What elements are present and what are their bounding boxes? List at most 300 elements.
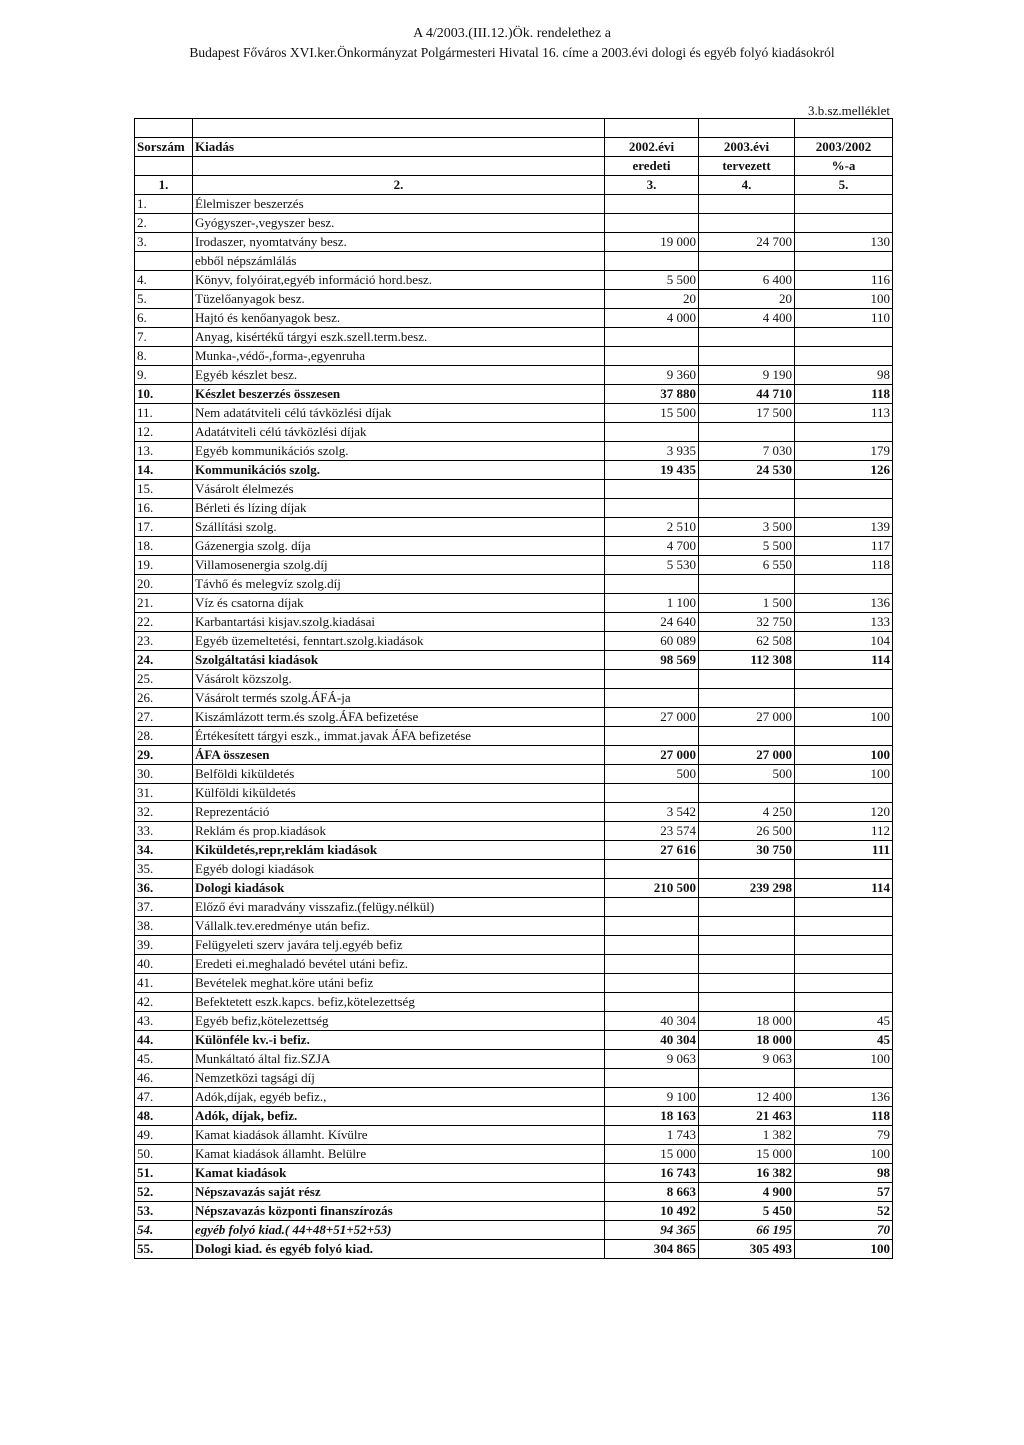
row-value-2003: 27 000	[699, 746, 795, 765]
row-value-2002	[605, 860, 699, 879]
row-label: Készlet beszerzés összesen	[193, 385, 605, 404]
row-number: 6.	[135, 309, 193, 328]
row-value-2003: 26 500	[699, 822, 795, 841]
row-percent	[795, 480, 893, 499]
row-value-2003: 20	[699, 290, 795, 309]
row-percent: 118	[795, 1107, 893, 1126]
row-value-2002: 98 569	[605, 651, 699, 670]
row-value-2003: 9 063	[699, 1050, 795, 1069]
table-row	[135, 1050, 893, 1069]
row-label: Adatátviteli célú távközlési díjak	[193, 423, 605, 442]
row-percent	[795, 955, 893, 974]
row-percent: 98	[795, 366, 893, 385]
row-label: Egyéb befiz,kötelezettség	[193, 1012, 605, 1031]
row-number: 29.	[135, 746, 193, 765]
table-row	[135, 366, 893, 385]
row-value-2002: 304 865	[605, 1240, 699, 1259]
row-value-2003	[699, 784, 795, 803]
row-value-2003	[699, 214, 795, 233]
row-value-2002	[605, 727, 699, 746]
header-eredeti: eredeti	[605, 157, 699, 176]
row-value-2002: 5 500	[605, 271, 699, 290]
row-number: 44.	[135, 1031, 193, 1050]
row-value-2002	[605, 575, 699, 594]
colnum-2: 2.	[193, 176, 605, 195]
table-header-row2	[135, 157, 893, 176]
row-value-2003	[699, 936, 795, 955]
row-label: Eredeti ei.meghaladó bevétel utáni befiz.	[193, 955, 605, 974]
row-value-2003: 7 030	[699, 442, 795, 461]
table-row	[135, 1012, 893, 1031]
row-percent: 179	[795, 442, 893, 461]
row-percent: 118	[795, 385, 893, 404]
row-value-2002: 9 360	[605, 366, 699, 385]
row-value-2003: 1 500	[699, 594, 795, 613]
row-label: Kamat kiadások államht. Kívülre	[193, 1126, 605, 1145]
row-value-2002	[605, 974, 699, 993]
row-label: Népszavazás saját rész	[193, 1183, 605, 1202]
row-number: 5.	[135, 290, 193, 309]
row-value-2002	[605, 784, 699, 803]
row-label: Reprezentáció	[193, 803, 605, 822]
header-pct: 2003/2002	[795, 138, 893, 157]
row-number: 9.	[135, 366, 193, 385]
table-row	[135, 936, 893, 955]
table-header-row	[135, 138, 893, 157]
table-row	[135, 898, 893, 917]
row-number: 8.	[135, 347, 193, 366]
row-label: Távhő és melegvíz szolg.díj	[193, 575, 605, 594]
row-percent: 100	[795, 290, 893, 309]
table-row	[135, 670, 893, 689]
row-value-2003: 17 500	[699, 404, 795, 423]
row-number: 31.	[135, 784, 193, 803]
row-label: Adók,díjak, egyéb befiz.,	[193, 1088, 605, 1107]
row-number: 21.	[135, 594, 193, 613]
row-value-2002	[605, 689, 699, 708]
row-label: Népszavazás központi finanszírozás	[193, 1202, 605, 1221]
row-value-2003: 24 530	[699, 461, 795, 480]
table-row	[135, 727, 893, 746]
row-percent: 98	[795, 1164, 893, 1183]
row-label: Előző évi maradvány visszafiz.(felügy.nélkül)	[193, 898, 605, 917]
colnum-4: 4.	[699, 176, 795, 195]
row-label: Karbantartási kisjav.szolg.kiadásai	[193, 613, 605, 632]
table-row	[135, 499, 893, 518]
row-value-2002: 16 743	[605, 1164, 699, 1183]
row-value-2002: 19 000	[605, 233, 699, 252]
expense-table	[134, 118, 893, 1259]
row-number: 41.	[135, 974, 193, 993]
row-number: 15.	[135, 480, 193, 499]
row-value-2002: 94 365	[605, 1221, 699, 1240]
table-row	[135, 1088, 893, 1107]
row-value-2002: 2 510	[605, 518, 699, 537]
column-number-row	[135, 176, 893, 195]
row-label: Víz és csatorna díjak	[193, 594, 605, 613]
row-value-2003: 15 000	[699, 1145, 795, 1164]
row-value-2002: 40 304	[605, 1012, 699, 1031]
row-value-2003	[699, 347, 795, 366]
row-number: 24.	[135, 651, 193, 670]
row-percent	[795, 727, 893, 746]
row-number: 46.	[135, 1069, 193, 1088]
table-row	[135, 955, 893, 974]
row-number: 7.	[135, 328, 193, 347]
row-value-2003: 1 382	[699, 1126, 795, 1145]
row-number: 42.	[135, 993, 193, 1012]
row-percent: 114	[795, 651, 893, 670]
row-value-2003	[699, 955, 795, 974]
row-label: Élelmiszer beszerzés	[193, 195, 605, 214]
row-percent: 79	[795, 1126, 893, 1145]
row-number: 28.	[135, 727, 193, 746]
row-label: Nem adatátviteli célú távközlési díjak	[193, 404, 605, 423]
row-label: Különféle kv.-i befiz.	[193, 1031, 605, 1050]
table-row	[135, 746, 893, 765]
row-percent	[795, 936, 893, 955]
table-row	[135, 290, 893, 309]
table-row	[135, 347, 893, 366]
row-value-2003: 112 308	[699, 651, 795, 670]
annex-label: 3.b.sz.melléklet	[808, 103, 890, 118]
row-label: Befektetett eszk.kapcs. befiz,kötelezettség	[193, 993, 605, 1012]
row-label: Kiküldetés,repr,reklám kiadások	[193, 841, 605, 860]
table-row	[135, 708, 893, 727]
row-number: 55.	[135, 1240, 193, 1259]
row-value-2003: 24 700	[699, 233, 795, 252]
row-label: Vásárolt közszolg.	[193, 670, 605, 689]
row-percent: 100	[795, 765, 893, 784]
row-value-2003	[699, 670, 795, 689]
table-row	[135, 765, 893, 784]
row-value-2002: 40 304	[605, 1031, 699, 1050]
table-row	[135, 309, 893, 328]
row-number: 3.	[135, 233, 193, 252]
row-value-2002: 27 000	[605, 708, 699, 727]
row-value-2002: 18 163	[605, 1107, 699, 1126]
row-value-2002: 3 935	[605, 442, 699, 461]
row-value-2003: 21 463	[699, 1107, 795, 1126]
row-value-2003: 18 000	[699, 1031, 795, 1050]
row-value-2002	[605, 993, 699, 1012]
row-percent	[795, 252, 893, 271]
row-value-2002: 27 000	[605, 746, 699, 765]
row-percent	[795, 670, 893, 689]
row-label: Vásárolt élelmezés	[193, 480, 605, 499]
row-label: Anyag, kisértékű tárgyi eszk.szell.term.besz.	[193, 328, 605, 347]
row-percent: 45	[795, 1012, 893, 1031]
table-row	[135, 423, 893, 442]
row-value-2003: 239 298	[699, 879, 795, 898]
row-number: 47.	[135, 1088, 193, 1107]
table-row	[135, 594, 893, 613]
row-value-2002	[605, 898, 699, 917]
row-value-2003	[699, 898, 795, 917]
row-label: Vállalk.tev.eredménye után befiz.	[193, 917, 605, 936]
row-number: 14.	[135, 461, 193, 480]
row-value-2002: 4 700	[605, 537, 699, 556]
row-number	[135, 252, 193, 271]
table-header-spacer	[135, 119, 893, 138]
row-label: Gázenergia szolg. díja	[193, 537, 605, 556]
row-label: Belföldi kiküldetés	[193, 765, 605, 784]
row-number: 50.	[135, 1145, 193, 1164]
header-pct-sub: %-a	[795, 157, 893, 176]
row-number: 16.	[135, 499, 193, 518]
row-label: Nemzetközi tagsági díj	[193, 1069, 605, 1088]
row-number: 53.	[135, 1202, 193, 1221]
row-value-2003: 4 400	[699, 309, 795, 328]
table-row	[135, 575, 893, 594]
header-2002: 2002.évi	[605, 138, 699, 157]
row-number: 36.	[135, 879, 193, 898]
row-label: Kamat kiadások	[193, 1164, 605, 1183]
header-2003: 2003.évi	[699, 138, 795, 157]
row-value-2002: 60 089	[605, 632, 699, 651]
row-label: Egyéb kommunikációs szolg.	[193, 442, 605, 461]
table-row	[135, 689, 893, 708]
row-value-2003	[699, 252, 795, 271]
row-value-2002: 15 500	[605, 404, 699, 423]
row-number: 45.	[135, 1050, 193, 1069]
row-percent: 52	[795, 1202, 893, 1221]
row-number: 39.	[135, 936, 193, 955]
row-label: Szolgáltatási kiadások	[193, 651, 605, 670]
row-value-2003: 305 493	[699, 1240, 795, 1259]
row-value-2002	[605, 214, 699, 233]
row-percent	[795, 575, 893, 594]
row-value-2002	[605, 955, 699, 974]
row-value-2002	[605, 423, 699, 442]
row-value-2002	[605, 195, 699, 214]
row-percent: 114	[795, 879, 893, 898]
table-row	[135, 822, 893, 841]
table-row	[135, 1145, 893, 1164]
table-row	[135, 632, 893, 651]
row-label: Szállítási szolg.	[193, 518, 605, 537]
row-label: Munka-,védő-,forma-,egyenruha	[193, 347, 605, 366]
table-row	[135, 1240, 893, 1259]
row-percent	[795, 347, 893, 366]
row-value-2003: 6 550	[699, 556, 795, 575]
row-value-2002: 20	[605, 290, 699, 309]
row-label: Munkáltató által fiz.SZJA	[193, 1050, 605, 1069]
row-label: Értékesített tárgyi eszk., immat.javak ÁFA befizetése	[193, 727, 605, 746]
row-number: 52.	[135, 1183, 193, 1202]
row-number: 25.	[135, 670, 193, 689]
row-percent: 133	[795, 613, 893, 632]
row-number: 11.	[135, 404, 193, 423]
colnum-3: 3.	[605, 176, 699, 195]
table-row	[135, 1031, 893, 1050]
table-row	[135, 1202, 893, 1221]
row-percent: 100	[795, 708, 893, 727]
row-value-2003: 6 400	[699, 271, 795, 290]
row-label: Bérleti és lízing díjak	[193, 499, 605, 518]
row-percent: 117	[795, 537, 893, 556]
row-value-2002: 8 663	[605, 1183, 699, 1202]
row-percent: 70	[795, 1221, 893, 1240]
row-number: 23.	[135, 632, 193, 651]
row-number: 22.	[135, 613, 193, 632]
row-percent	[795, 195, 893, 214]
row-percent: 120	[795, 803, 893, 822]
table-row	[135, 195, 893, 214]
row-number: 18.	[135, 537, 193, 556]
row-percent	[795, 917, 893, 936]
row-number: 37.	[135, 898, 193, 917]
row-label: Hajtó és kenőanyagok besz.	[193, 309, 605, 328]
row-value-2002	[605, 499, 699, 518]
row-label: Reklám és prop.kiadások	[193, 822, 605, 841]
row-value-2002	[605, 1069, 699, 1088]
row-value-2003	[699, 727, 795, 746]
table-row	[135, 328, 893, 347]
table-row	[135, 556, 893, 575]
row-value-2003: 4 250	[699, 803, 795, 822]
row-value-2002	[605, 917, 699, 936]
table-row	[135, 518, 893, 537]
table-row	[135, 974, 893, 993]
row-value-2003: 32 750	[699, 613, 795, 632]
document-title-line1: A 4/2003.(III.12.)Ök. rendelethez a	[413, 26, 611, 41]
row-label: ÁFA összesen	[193, 746, 605, 765]
table-row	[135, 1107, 893, 1126]
row-percent: 100	[795, 1145, 893, 1164]
row-value-2002	[605, 936, 699, 955]
table-row	[135, 784, 893, 803]
row-value-2003: 9 190	[699, 366, 795, 385]
row-value-2002: 19 435	[605, 461, 699, 480]
row-number: 48.	[135, 1107, 193, 1126]
row-number: 17.	[135, 518, 193, 537]
row-label: Dologi kiad. és egyéb folyó kiad.	[193, 1240, 605, 1259]
row-value-2003: 66 195	[699, 1221, 795, 1240]
row-percent	[795, 423, 893, 442]
row-value-2002: 1 100	[605, 594, 699, 613]
row-number: 2.	[135, 214, 193, 233]
header-sorszam: Sorszám	[135, 138, 193, 157]
row-label: Dologi kiadások	[193, 879, 605, 898]
row-label: Bevételek meghat.köre utáni befiz	[193, 974, 605, 993]
row-percent: 126	[795, 461, 893, 480]
row-value-2003	[699, 974, 795, 993]
row-value-2002: 24 640	[605, 613, 699, 632]
table-row	[135, 1069, 893, 1088]
row-value-2003: 44 710	[699, 385, 795, 404]
row-value-2003	[699, 499, 795, 518]
row-percent: 118	[795, 556, 893, 575]
row-percent: 130	[795, 233, 893, 252]
table-row	[135, 461, 893, 480]
row-number: 27.	[135, 708, 193, 727]
colnum-1: 1.	[135, 176, 193, 195]
table-row	[135, 233, 893, 252]
row-number: 1.	[135, 195, 193, 214]
row-value-2003	[699, 993, 795, 1012]
row-percent: 136	[795, 1088, 893, 1107]
row-number: 40.	[135, 955, 193, 974]
row-percent	[795, 499, 893, 518]
row-percent	[795, 689, 893, 708]
row-value-2003: 3 500	[699, 518, 795, 537]
row-number: 10.	[135, 385, 193, 404]
row-percent	[795, 214, 893, 233]
row-value-2003: 18 000	[699, 1012, 795, 1031]
table-row	[135, 651, 893, 670]
row-percent	[795, 784, 893, 803]
row-label: Irodaszer, nyomtatvány besz.	[193, 233, 605, 252]
row-label: Villamosenergia szolg.díj	[193, 556, 605, 575]
row-value-2002: 9 100	[605, 1088, 699, 1107]
row-value-2002: 10 492	[605, 1202, 699, 1221]
row-value-2003	[699, 1069, 795, 1088]
row-label: Adók, díjak, befiz.	[193, 1107, 605, 1126]
table-row	[135, 252, 893, 271]
row-value-2002	[605, 347, 699, 366]
row-value-2002: 23 574	[605, 822, 699, 841]
row-value-2003	[699, 917, 795, 936]
row-label: Külföldi kiküldetés	[193, 784, 605, 803]
row-label: Kiszámlázott term.és szolg.ÁFA befizetése	[193, 708, 605, 727]
row-value-2002	[605, 670, 699, 689]
row-number: 12.	[135, 423, 193, 442]
table-row	[135, 480, 893, 499]
row-value-2002: 4 000	[605, 309, 699, 328]
row-label: Egyéb dologi kiadások	[193, 860, 605, 879]
row-value-2002: 9 063	[605, 1050, 699, 1069]
row-value-2003	[699, 480, 795, 499]
row-percent	[795, 898, 893, 917]
row-value-2003	[699, 195, 795, 214]
row-number: 54.	[135, 1221, 193, 1240]
row-percent	[795, 993, 893, 1012]
row-percent: 111	[795, 841, 893, 860]
row-value-2003: 27 000	[699, 708, 795, 727]
header-tervezett: tervezett	[699, 157, 795, 176]
row-value-2002: 5 530	[605, 556, 699, 575]
colnum-5: 5.	[795, 176, 893, 195]
row-value-2003: 5 500	[699, 537, 795, 556]
row-percent: 110	[795, 309, 893, 328]
row-value-2003	[699, 328, 795, 347]
row-label: ebből népszámlálás	[193, 252, 605, 271]
table-row	[135, 214, 893, 233]
row-value-2003	[699, 689, 795, 708]
row-number: 19.	[135, 556, 193, 575]
row-percent: 57	[795, 1183, 893, 1202]
table-row	[135, 993, 893, 1012]
row-percent: 136	[795, 594, 893, 613]
document-title-line2: Budapest Főváros XVI.ker.Önkormányzat Polgármesteri Hivatal 16. címe a 2003.évi dologi és egyéb folyó kiadásokról	[189, 45, 835, 60]
row-value-2002: 15 000	[605, 1145, 699, 1164]
row-number: 51.	[135, 1164, 193, 1183]
row-value-2002: 500	[605, 765, 699, 784]
row-number: 49.	[135, 1126, 193, 1145]
row-label: Tüzelőanyagok besz.	[193, 290, 605, 309]
table-row	[135, 917, 893, 936]
row-percent: 104	[795, 632, 893, 651]
row-value-2002: 27 616	[605, 841, 699, 860]
row-value-2003: 4 900	[699, 1183, 795, 1202]
row-value-2002	[605, 480, 699, 499]
row-percent: 100	[795, 746, 893, 765]
row-label: Könyv, folyóirat,egyéb információ hord.besz.	[193, 271, 605, 290]
row-percent: 100	[795, 1050, 893, 1069]
row-percent: 139	[795, 518, 893, 537]
row-value-2002: 1 743	[605, 1126, 699, 1145]
